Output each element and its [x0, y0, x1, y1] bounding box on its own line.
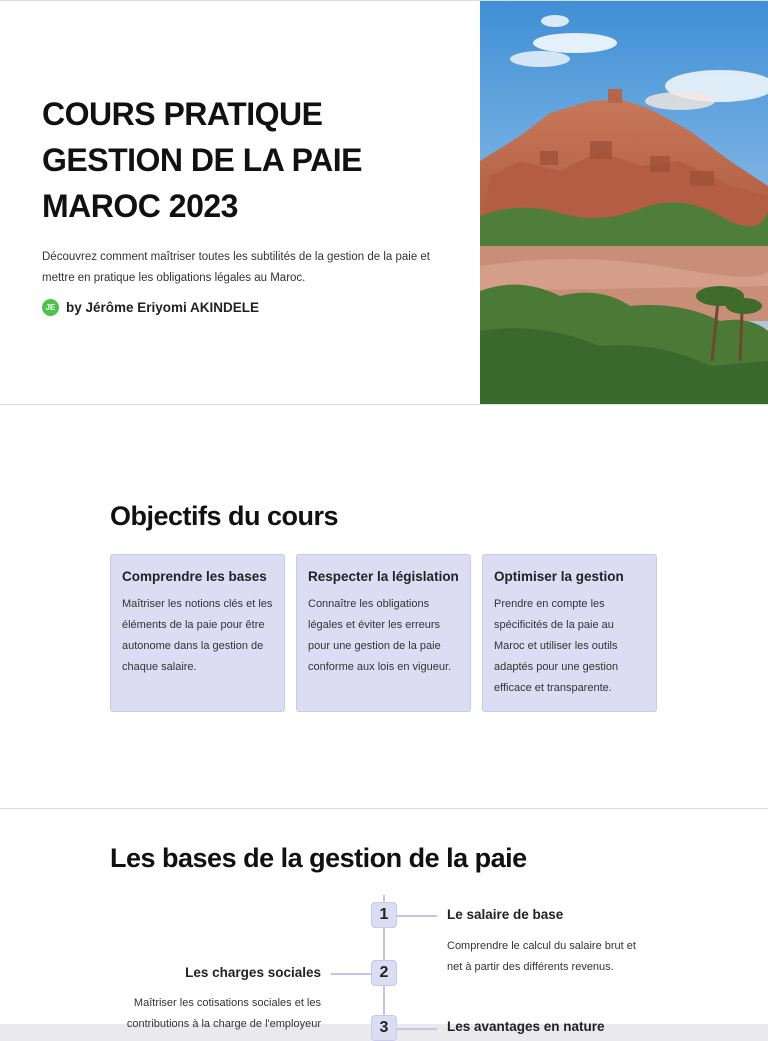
objective-card-text: Prendre en compte les spécificités de la paie au Maroc et utiliser les outils adaptés pour une gestion efficace et transparente.	[494, 598, 619, 694]
timeline-node-1: 1	[371, 902, 397, 928]
title-line-3: MAROC 2023	[42, 188, 238, 224]
objective-card	[482, 554, 657, 712]
bases-slide	[0, 808, 768, 1036]
step-text: Maîtriser les cotisations sociales et les contributions à la charge de l'employeur	[126, 997, 321, 1030]
objective-card-text: Maîtriser les notions clés et les éléments de la paie pour être autonome dans la gestion de chaque salaire.	[122, 598, 273, 673]
objective-card	[110, 554, 285, 712]
step-title: Les charges sociales	[185, 965, 321, 980]
objective-card	[296, 554, 471, 712]
title-line-1: COURS PRATIQUE	[42, 96, 323, 132]
objectives-slide	[0, 404, 768, 808]
hero-subtitle: Découvrez comment maîtriser toutes les subtilités de la gestion de la paie et mettre en pratique les obligations légales au Maroc.	[42, 251, 430, 284]
timeline-connector	[397, 1028, 437, 1030]
author-name: by Jérôme Eriyomi AKINDELE	[66, 300, 260, 315]
bases-heading: Les bases de la gestion de la paie	[110, 843, 527, 873]
title-line-2: GESTION DE LA PAIE	[42, 142, 362, 178]
objective-card-title: Optimiser la gestion	[494, 569, 624, 584]
kasbah-landscape-image	[480, 1, 768, 405]
timeline-node-2: 2	[371, 960, 397, 986]
author-byline	[42, 299, 442, 316]
objective-card-title: Comprendre les bases	[122, 569, 267, 584]
timeline-connector	[331, 973, 371, 975]
objectives-heading: Objectifs du cours	[110, 501, 339, 531]
hero-text-block	[42, 91, 442, 316]
step-title: Le salaire de base	[447, 907, 564, 922]
avatar: JE	[42, 299, 59, 316]
objective-card-title: Respecter la législation	[308, 569, 459, 584]
step-title: Les avantages en nature	[447, 1019, 605, 1034]
step-text: Comprendre le calcul du salaire brut et net à partir des différents revenus.	[447, 940, 636, 973]
page-title	[42, 91, 442, 229]
timeline-node-3: 3	[371, 1015, 397, 1041]
objective-card-text: Connaître les obligations légales et éviter les erreurs pour une gestion de la paie conforme aux lois en vigueur.	[308, 598, 452, 673]
title-slide	[0, 0, 768, 404]
objectives-cards	[110, 554, 657, 712]
timeline-connector	[397, 915, 437, 917]
